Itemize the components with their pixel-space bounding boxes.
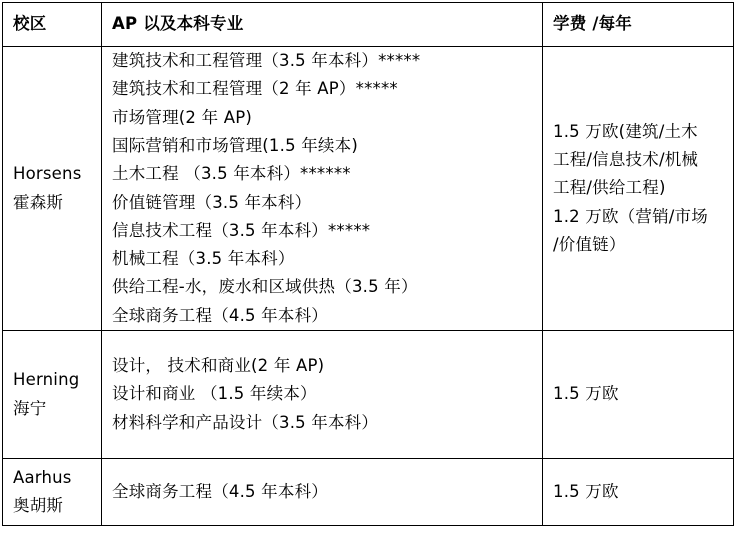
program-item: 价值链管理（3.5 年本科） [112,192,312,212]
tuition-cell [543,331,734,459]
campus-cell [3,459,102,526]
tuition-line: 工程/供给工程) [553,178,666,198]
campus-name-en: Herning [13,370,80,390]
campus-name-zh: 奥胡斯 [13,496,64,515]
campus-name-en: Aarhus [13,467,72,487]
header-campus: 校区 [3,3,102,47]
programs-cell [102,331,543,459]
programs-cell [102,459,543,526]
program-item: 设计和商业 （1.5 年续本） [112,384,317,404]
table-row [3,47,734,331]
tuition-cell [543,459,734,526]
campus-name-zh: 霍森斯 [13,192,64,212]
program-item: 全球商务工程（4.5 年本科） [112,305,328,325]
program-item: 市场管理(2 年 AP) [112,107,252,127]
tuition-line: 1.5 万欧 [553,384,619,404]
program-item: 供给工程-水，废水和区域供热（3.5 年） [112,277,418,297]
header-tuition: 学费 /每年 [543,3,734,47]
header-programs: AP 以及本科专业 [102,3,543,47]
tuition-line: 1.5 万欧 [553,481,619,501]
program-item: 土木工程 （3.5 年本科）****** [112,164,351,184]
campus-cell [3,47,102,331]
header-row [3,3,734,47]
program-item: 全球商务工程（4.5 年本科） [112,481,328,501]
table-row [3,459,734,526]
program-item: 机械工程（3.5 年本科） [112,249,295,269]
tuition-cell [543,47,734,331]
campus-name-en: Horsens [13,164,82,184]
tuition-line: /价值链） [553,234,626,254]
tuition-line: 1.5 万欧(建筑/土木 [553,121,698,141]
tuition-line: 工程/信息技术/机械 [553,150,699,170]
program-item: 材料科学和产品设计（3.5 年本科） [112,412,379,432]
programs-table [2,2,734,526]
program-item: 设计， 技术和商业(2 年 AP) [112,356,325,376]
program-item: 信息技术工程（3.5 年本科）***** [112,220,371,240]
campus-name-zh: 海宁 [13,398,47,418]
campus-cell [3,331,102,459]
table-row [3,331,734,459]
program-item: 建筑技术和工程管理（2 年 AP）***** [112,79,398,99]
program-item: 建筑技术和工程管理（3.5 年本科）***** [112,51,421,71]
programs-cell [102,47,543,331]
tuition-line: 1.2 万欧（营销/市场 [553,206,708,226]
program-item: 国际营销和市场管理(1.5 年续本) [112,135,358,155]
